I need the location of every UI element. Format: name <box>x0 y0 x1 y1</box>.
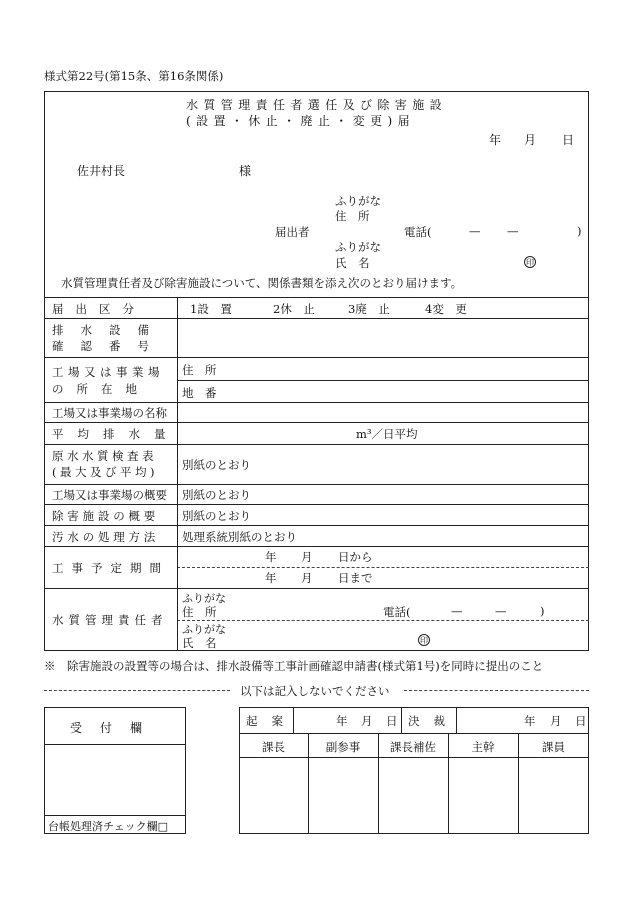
row-divider <box>44 357 589 358</box>
row-divider <box>44 402 589 403</box>
notifier-phone-label: 電話( <box>404 225 432 239</box>
discharge-label: 平均排水量 <box>52 427 180 441</box>
row-divider <box>177 380 589 381</box>
decision-date-day: 日 <box>575 714 587 728</box>
manager-furigana-label: ふりがな <box>182 592 226 605</box>
role-assistant-chief: 課長補佐 <box>390 740 436 754</box>
approval-divider <box>239 757 589 758</box>
quality-value: 別紙のとおり <box>182 458 251 472</box>
row-divider <box>44 525 589 526</box>
manager-label: 水質管理責任者 <box>52 613 168 627</box>
overview-label: 工場又は事業場の概要 <box>52 488 167 502</box>
reception-divider <box>44 815 186 816</box>
quality-label-line2: (最大及び平均) <box>52 465 158 479</box>
form-title-line2 <box>186 112 448 129</box>
period-label: 工事予定期間 <box>52 561 169 575</box>
facility-overview-value: 別紙のとおり <box>182 509 251 523</box>
period-to-month: 月 <box>301 571 313 585</box>
drainage-label-line2: 確認番号 <box>52 339 166 353</box>
drainage-label-line1: 排水設備 <box>52 323 166 337</box>
dashed-divider <box>177 620 589 621</box>
addressee: 佐井村長 <box>77 164 126 178</box>
ledger-check-label[interactable]: 台帳処理済チェック欄□ <box>48 820 169 833</box>
notifier-furigana-label-2: ふりがな <box>335 240 381 254</box>
role-senior-staff: 主幹 <box>471 740 495 754</box>
notifier-address-label: 住 所 <box>335 209 370 223</box>
divider-dashed-right <box>404 690 589 691</box>
role-section-chief: 課長 <box>262 740 285 754</box>
header-date-month: 月 <box>524 133 537 147</box>
manager-address-label: 住 所 <box>182 605 217 619</box>
header-date-day: 日 <box>562 133 575 147</box>
reception-divider <box>44 744 186 745</box>
row-divider <box>44 318 589 319</box>
category-option-change[interactable]: 4変 更 <box>425 302 467 316</box>
row-divider <box>44 297 589 298</box>
seal-mark-icon: 印 <box>526 258 534 267</box>
honorific: 様 <box>239 164 252 178</box>
location-lot-label: 地 番 <box>182 386 217 400</box>
location-label-line1: 工場又は事業場 <box>52 365 164 379</box>
statement: 水質管理責任者及び除害施設について、関係書類を添え次のとおり届けます。 <box>61 276 463 290</box>
category-label <box>52 301 169 317</box>
submission-note: ※ 除害施設の設置等の場合は、排水設備等工事計画確認申請書(様式第1号)を同時に提出のこと <box>44 659 544 673</box>
form-title-line1 <box>186 96 448 113</box>
method-label: 汚水の処理方法 <box>52 530 160 544</box>
notifier-phone-close: ) <box>577 224 582 238</box>
period-to-day: 日まで <box>338 571 373 585</box>
facility-name-label: 工場又は事業場の名称 <box>52 406 167 420</box>
facility-overview-label: 除害施設の概要 <box>52 509 160 523</box>
draft-date-month: 月 <box>361 714 373 728</box>
notifier-phone-dash1: — <box>469 224 481 238</box>
quality-label-line1: 原水水質検査表 <box>52 449 157 463</box>
method-value: 処理系統別紙のとおり <box>182 530 297 544</box>
notifier-name-label: 氏 名 <box>335 256 370 270</box>
row-divider <box>44 444 589 445</box>
approval-divider <box>239 733 589 734</box>
row-divider <box>44 546 589 547</box>
reception-label: 受付欄 <box>69 721 160 735</box>
manager-name-label: 氏 名 <box>182 636 217 650</box>
dashed-divider <box>177 567 589 568</box>
manager-phone-dash2: — <box>495 604 507 618</box>
row-divider <box>44 504 589 505</box>
period-to-year: 年 <box>265 571 277 585</box>
location-label-line2: の所在地 <box>52 382 150 396</box>
title-line2-text: (設置・休止・廃止・変更)届 <box>186 114 415 128</box>
period-from-month: 月 <box>301 550 313 564</box>
category-label-text: 届出区分 <box>52 302 146 316</box>
manager-furigana-label-2: ふりがな <box>182 623 226 636</box>
manager-phone-label: 電話( <box>383 605 411 619</box>
location-address-label: 住 所 <box>182 363 217 377</box>
role-deputy-counselor: 副参事 <box>325 740 361 754</box>
row-divider <box>44 588 589 589</box>
category-option-suspend[interactable]: 2休 止 <box>273 302 315 316</box>
office-use-notice: 以下は記入しないでください <box>240 684 390 698</box>
manager-phone-dash1: — <box>451 604 463 618</box>
draft-date-day: 日 <box>386 714 398 728</box>
divider-dashed-left <box>44 690 230 691</box>
approval-divider-v <box>401 707 402 733</box>
decision-date-month: 月 <box>550 714 562 728</box>
draft-label: 起案 <box>246 714 297 728</box>
column-divider <box>177 297 178 651</box>
category-option-abolish[interactable]: 3廃 止 <box>348 302 390 316</box>
drainage-number-field[interactable] <box>180 320 586 355</box>
title-line1-text: 水質管理責任者選任及び除害施設 <box>186 98 448 112</box>
role-staff: 課員 <box>542 740 565 754</box>
row-divider <box>44 422 589 423</box>
overview-value: 別紙のとおり <box>182 488 251 502</box>
decision-date-year: 年 <box>524 714 536 728</box>
category-option-install[interactable]: 1設 置 <box>190 302 232 316</box>
draft-date-year: 年 <box>336 714 348 728</box>
row-divider <box>44 484 589 485</box>
manager-seal-mark-icon: 印 <box>420 636 428 645</box>
period-from-year: 年 <box>265 550 277 564</box>
header-date-year: 年 <box>489 133 502 147</box>
period-from-day: 日から <box>338 550 373 564</box>
notifier-label: 届出者 <box>275 225 310 239</box>
manager-phone-close: ) <box>540 604 545 618</box>
notifier-phone-dash2: — <box>507 224 519 238</box>
decision-label: 決裁 <box>408 714 459 728</box>
form-number: 様式第22号(第15条、第16条関係) <box>44 69 224 83</box>
notifier-furigana-label: ふりがな <box>335 194 381 208</box>
discharge-unit: m³／日平均 <box>356 427 418 441</box>
